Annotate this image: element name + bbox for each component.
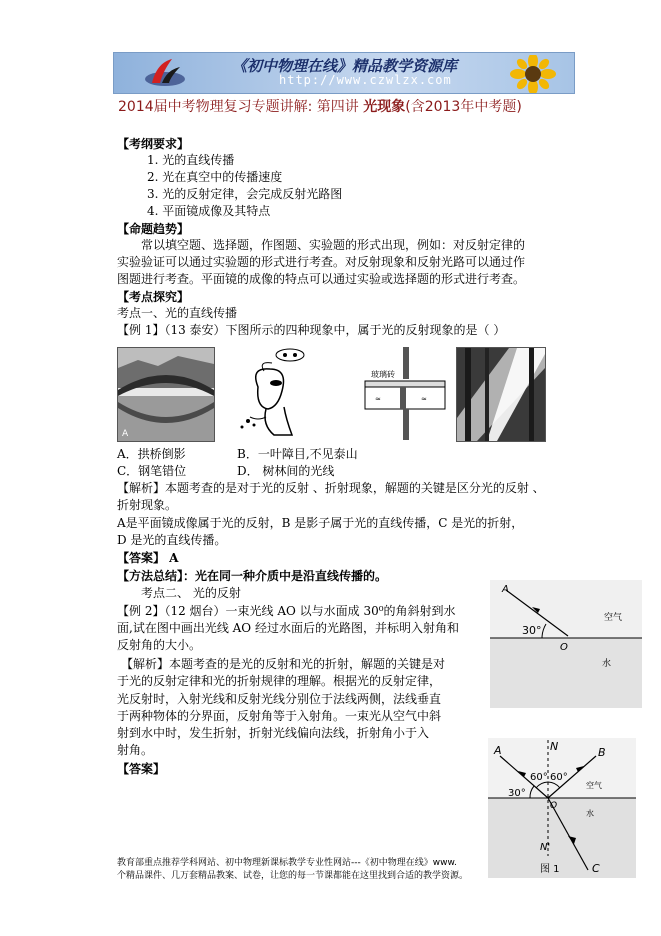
kaogang-item-1: 1. 光的直线传播 (147, 153, 235, 167)
answer-1: 【答案】 A (117, 551, 179, 565)
banner-title: 《初中物理在线》精品教学资源库 (232, 57, 458, 75)
title-main: 2014届中考物理复习专题讲解: 第四讲 (118, 99, 364, 115)
mingti-line-2: 实验验证可以通过实验题的形式进行考查。对反射现象和反射光路可以通过作 (117, 255, 526, 269)
leaf-eye-cartoon-icon (230, 347, 338, 440)
kaogang-item-3: 3. 光的反射定律，会完成反射光路图 (147, 187, 343, 201)
kaogang-item-2: 2. 光在真空中的传播速度 (147, 170, 283, 184)
sunflower-icon (498, 55, 568, 93)
answer-2: 【答案】 (117, 762, 166, 776)
fig1-angle: 30° (522, 624, 542, 637)
svg-text:≈: ≈ (375, 395, 381, 403)
title-tail: (含2013年中考题) (405, 99, 522, 115)
mingti-line-1: 常以填空题、选择题，作图题、实验题的形式出现，例如：对反射定律的 (141, 238, 526, 252)
picture-c-glass-label: 玻璃砖 (371, 370, 395, 379)
light-ray-water-diagram (490, 580, 642, 720)
header-banner (113, 52, 575, 94)
fig2-caption: 图 1 (540, 864, 560, 875)
footer-line-1: 教育部重点推荐学科网站、初中物理新课标教学专业性网站---《初中物理在线》www. (117, 858, 457, 868)
reflection-refraction-diagram (488, 738, 636, 878)
fig2-a: A (494, 744, 502, 757)
fig2-angle-60-left: 60° (530, 772, 548, 783)
example-2-figure (490, 580, 642, 720)
answer-figure (488, 738, 636, 878)
section-kaogang-heading: 【考纲要求】 (117, 137, 190, 151)
fig2-o: O (550, 801, 558, 811)
option-c: C．钢笔错位 (117, 464, 187, 478)
section-kaodian-heading: 【考点探究】 (117, 290, 190, 304)
analysis-1-line-3: A是平面镜成像属于光的反射，B 是影子属于光的直线传播，C 是光的折射， (117, 516, 524, 530)
analysis-2-line-3: 光反射时，入射光线和反射光线分别位于法线两侧，法线垂直 (117, 692, 442, 706)
site-logo-icon (142, 57, 188, 89)
kaogang-item-4: 4. 平面镜成像及其特点 (147, 204, 271, 218)
analysis-1-line-4: D 是光的直线传播。 (117, 533, 227, 547)
title-topic: 光现象 (363, 99, 406, 115)
option-b: B．一叶障目,不见泰山 (237, 447, 358, 461)
fig1-air: 空气 (604, 613, 623, 623)
picture-d-forest (456, 347, 546, 442)
fig2-n: N (550, 740, 559, 753)
section-mingti-heading: 【命题趋势】 (117, 222, 190, 236)
method-summary: 【方法总结】：光在同一种介质中是沿直线传播的。 (117, 569, 388, 583)
mingti-line-3: 图题进行考查。平面镜的成像的特点可以通过实验或选择题的形式进行考查。 (117, 272, 526, 286)
fig1-o: O (560, 642, 568, 653)
fig1-water: 水 (602, 659, 612, 669)
picture-b-leaf (230, 347, 338, 440)
analysis-2-line-4: 于两种物体的分界面，反射角等于入射角。一束光从空气中斜 (117, 709, 442, 723)
analysis-2-line-6: 射角。 (117, 743, 154, 757)
analysis-2-line-1: 【解析】本题考查的是光的反射和光的折射，解题的关键是对 (121, 657, 446, 671)
analysis-2-line-5: 射到水中时，发生折射，折射光线偏向法线，折射角小于入 (117, 726, 430, 740)
fig2-air: 空气 (586, 781, 602, 790)
fig2-angle-30: 30° (508, 788, 526, 799)
analysis-1-line-2: 折射现象。 (117, 498, 178, 512)
option-d: D． 树林间的光线 (237, 464, 335, 478)
picture-a-bridge (117, 347, 215, 442)
picture-c-pen (345, 347, 449, 440)
option-a: A．拱桥倒影 (117, 447, 186, 461)
forest-light-beams-icon (457, 348, 545, 441)
banner-url[interactable]: http://www.czwlzx.com (279, 73, 452, 87)
fig2-angle-60-right: 60° (550, 772, 568, 783)
example-2-line-1: 【例 2】（12 烟台）一束光线 AO 以与水面成 30⁰的角斜射到水 (117, 604, 456, 618)
example-2-line-3: 反射角的大小。 (117, 638, 202, 652)
fig1-label-a: A (502, 584, 509, 595)
fig2-c: C (592, 862, 600, 875)
analysis-1-line-1: 【解析】本题考查的是对于光的反射 、折射现象，解题的关键是区分光的反射 、 (117, 481, 545, 495)
analysis-2-line-2: 于光的反射定律和光的折射规律的理解。根据光的反射定律， (117, 674, 442, 688)
example-2-line-2: 面,试在图中画出光线 AO 经过水面后的光路图，并标明入射角和 (117, 621, 459, 635)
footer-line-2: 个精品课件、几万套精品教案、试卷，让您的每一节课都能在这里找到合适的教学资源。 (117, 871, 469, 881)
fig2-b: B (598, 746, 606, 759)
svg-text:≈: ≈ (421, 395, 427, 403)
kaodian-2-title: 考点二、 光的反射 (141, 586, 241, 600)
picture-a-label: A (122, 429, 129, 439)
fig2-water: 水 (586, 809, 594, 818)
example-1-question: 【例 1】（13 泰安）下图所示的四种现象中，属于光的反射现象的是（ ） (117, 323, 506, 337)
kaodian-1-title: 考点一、光的直线传播 (117, 306, 238, 320)
bridge-reflection-icon (118, 348, 214, 441)
document-title (118, 96, 522, 116)
fig2-nprime: N' (540, 842, 551, 853)
pen-glass-brick-icon (345, 347, 449, 440)
